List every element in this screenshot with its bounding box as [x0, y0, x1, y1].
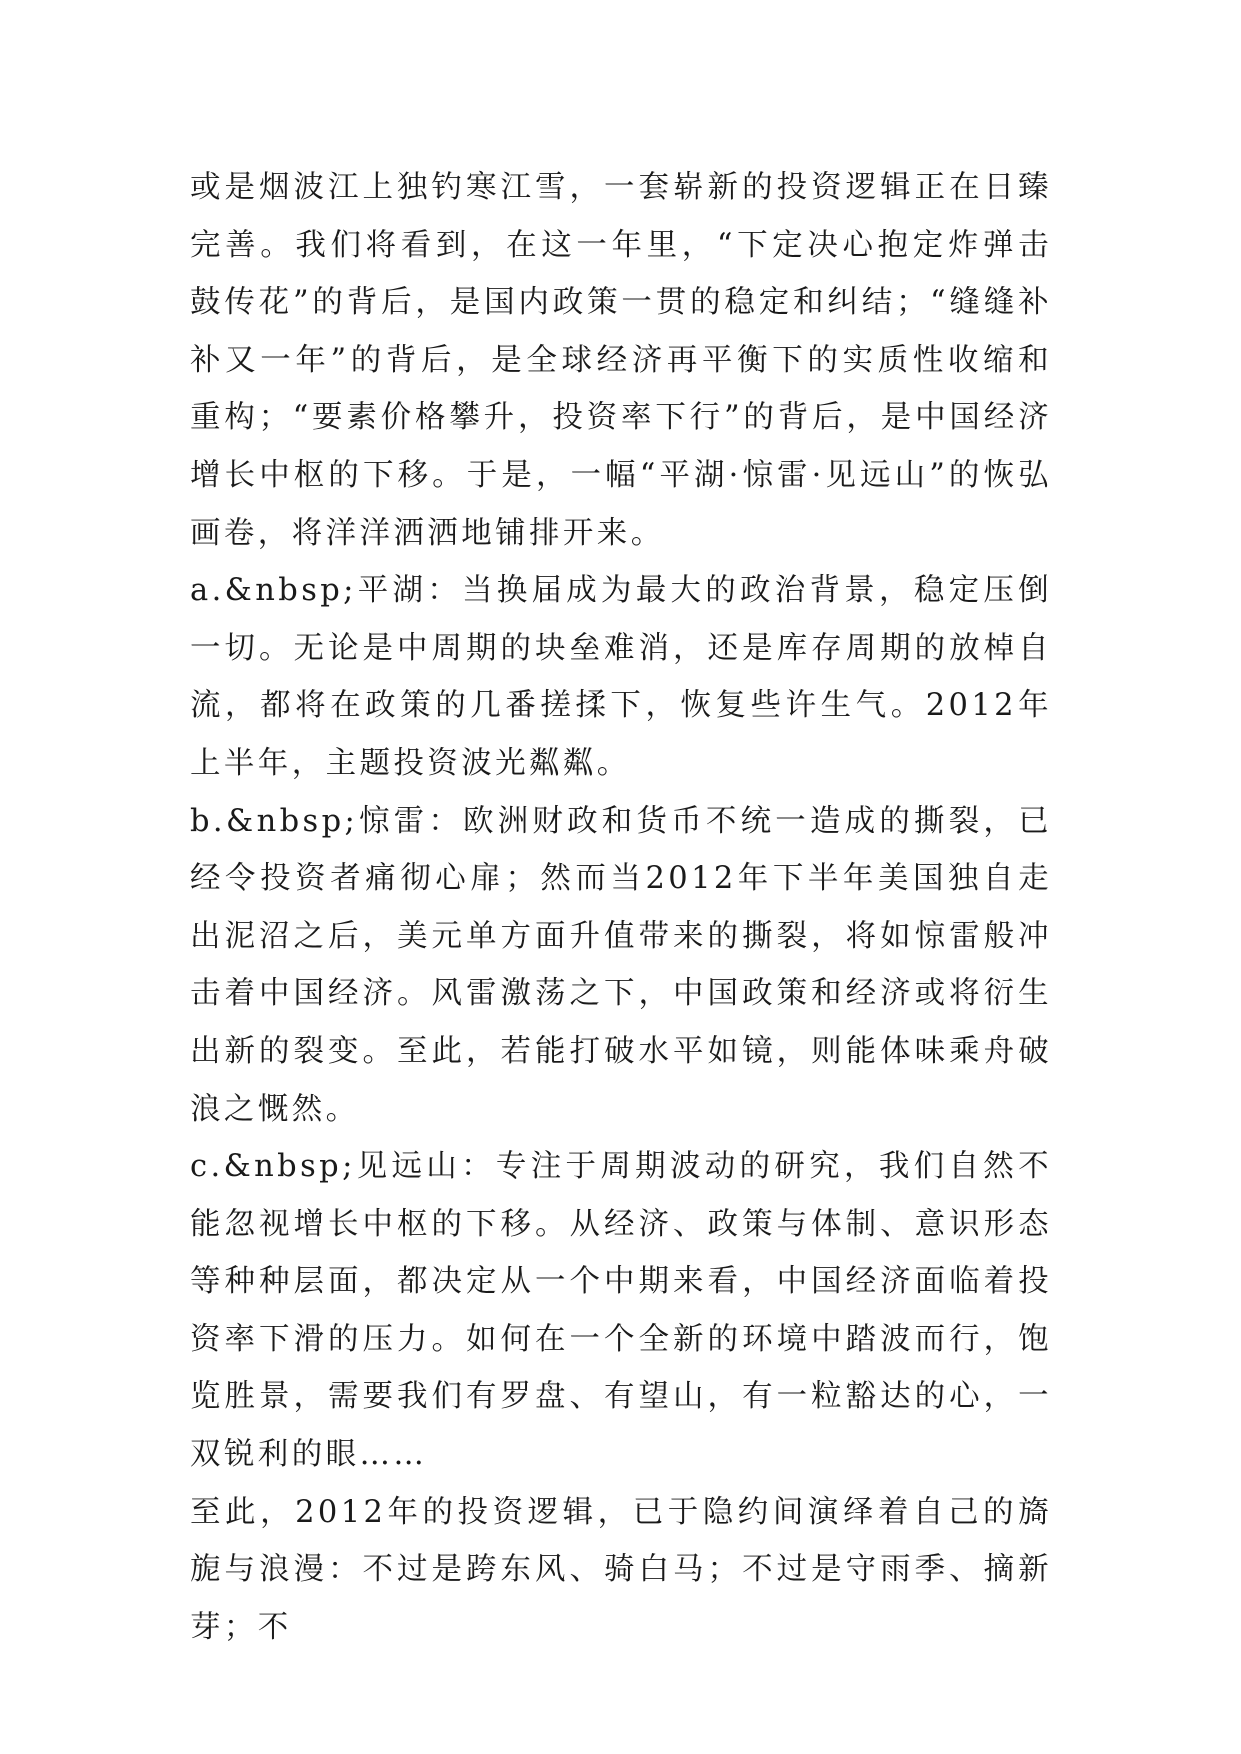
paragraph-conclusion: 至此，2012年的投资逻辑，已于隐约间演绎着自己的旖旎与浪漫：不过是跨东风、骑白马；不过是守雨季、摘新芽；不	[190, 1494, 1052, 1645]
paragraph-c-jianyuanshan: c.&nbsp;见远山：专注于周期波动的研究，我们自然不能忽视增长中枢的下移。从经济、政策与体制、意识形态等种种层面，都决定从一个中期来看，中国经济面临着投资率下滑的压力。如何在一个全新的环境中踏波而行，饱览胜景，需要我们有罗盘、有望山，有一粒豁达的心，一双锐利的眼……	[190, 1149, 1052, 1473]
document-body	[190, 159, 1052, 1656]
paragraph-a-pinghu: a.&nbsp;平湖：当换届成为最大的政治背景，稳定压倒一切。无论是中周期的块垒难消，还是库存周期的放棹自流，都将在政策的几番搓揉下，恢复些许生气。2012年上半年，主题投资波光粼粼。	[190, 573, 1052, 781]
paragraph-b-jinglei: b.&nbsp;惊雷：欧洲财政和货币不统一造成的撕裂，已经令投资者痛彻心扉；然而当2012年下半年美国独自走出泥沼之后，美元单方面升值带来的撕裂，将如惊雷般冲击着中国经济。风雷激荡之下，中国政策和经济或将衍生出新的裂变。至此，若能打破水平如镜，则能体味乘舟破浪之慨然。	[190, 803, 1052, 1127]
paragraph-intro: 或是烟波江上独钓寒江雪，一套崭新的投资逻辑正在日臻完善。我们将看到，在这一年里，“下定决心抱定炸弹击鼓传花”的背后，是国内政策一贯的稳定和纠结；“缝缝补补又一年”的背后，是全球经济再平衡下的实质性收缩和重构；“要素价格攀升，投资率下行”的背后，是中国经济增长中枢的下移。于是，一幅“平湖·惊雷·见远山”的恢弘画卷，将洋洋洒洒地铺排开来。	[190, 170, 1052, 551]
